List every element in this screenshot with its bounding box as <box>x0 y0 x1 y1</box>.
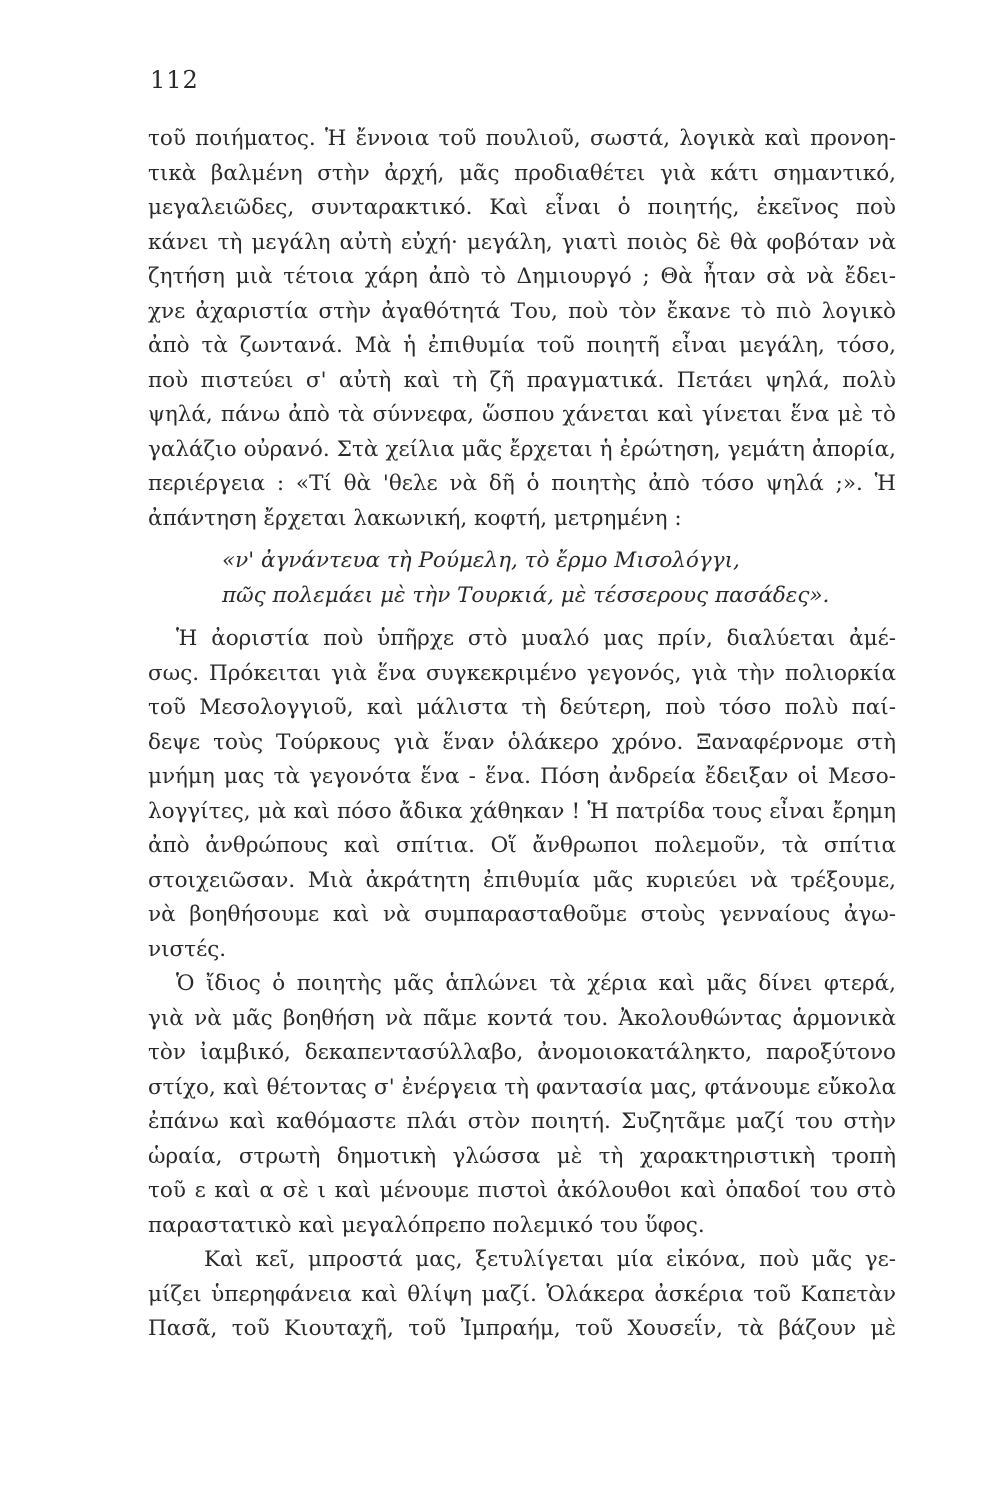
text-line: μεγαλειῶδες, συνταρακτικό. Καὶ εἶναι ὁ ποιητής, ἐκεῖνος ποὺ <box>148 195 896 220</box>
text-line: νιστές. <box>148 936 227 962</box>
text-line: ἀπὸ τὰ ζωντανά. Μὰ ἡ ἐπιθυμία τοῦ ποιητῆ εἶναι μεγάλη, τόσο, <box>148 333 896 358</box>
text-line: λογγίτες, μὰ καὶ πόσο ἄδικα χάθηκαν ! Ἡ πατρίδα τους εἶναι ἔρημη <box>148 798 896 824</box>
body-text <box>148 122 896 1347</box>
text-line: μίζει ὑπερηφάνεια καὶ θλίψη μαζί. Ὁλάκερα ἀσκέρια τοῦ Καπετὰν <box>148 1281 896 1307</box>
text-line: τὸν ἰαμβικό, δεκαπεντασύλλαβο, ἀνομοιοκατάληκτο, παροξύτονο <box>148 1040 896 1065</box>
page-number: 112 <box>150 66 199 94</box>
poem-line: πῶς πολεμάει μὲ τὴν Τουρκιά, μὲ τέσσερους πασάδες». <box>222 582 830 608</box>
text-line: ἐπάνω καὶ καθόμαστε πλάι στὸν ποιητή. Συζητᾶμε μαζί του στὴν <box>148 1109 896 1134</box>
text-line: τικὰ βαλμένη στὴν ἀρχή, μᾶς προδιαθέτει γιὰ κάτι σημαντικό, <box>148 160 896 186</box>
text-line: ψηλά, πάνω ἀπὸ τὰ σύννεφα, ὥσπου χάνεται καὶ γίνεται ἕνα μὲ τὸ <box>148 402 896 427</box>
paragraph <box>148 122 896 536</box>
text-line: Πασᾶ, τοῦ Κιουταχῆ, τοῦ Ἰμπραήμ, τοῦ Χουσεΐν, τὰ βάζουν μὲ <box>148 1316 896 1341</box>
text-line: στοιχειῶσαν. Μιὰ ἀκράτητη ἐπιθυμία μᾶς κυριεύει νὰ τρέξουμε, <box>148 867 896 893</box>
text-line: στίχο, καὶ θέτοντας σ' ἐνέργεια τὴ φαντασία μας, φτάνουμε εὔκολα <box>148 1074 896 1100</box>
text-line: κάνει τὴ μεγάλη αὐτὴ εὐχή· μεγάλη, γιατὶ ποιὸς δὲ θὰ φοβόταν νὰ <box>148 229 896 255</box>
paragraph <box>148 622 896 967</box>
poem-quote <box>148 544 896 613</box>
text-line: ἀπὸ ἀνθρώπους καὶ σπίτια. Οἵ ἄνθρωποι πολεμοῦν, τὰ σπίτια <box>148 833 896 858</box>
text-line: Καὶ κεῖ, μπροστά μας, ξετυλίγεται μία εἰκόνα, ποὺ μᾶς γε- <box>204 1247 896 1272</box>
text-line: ἀπάντηση ἔρχεται λακωνική, κοφτή, μετρημένη : <box>148 505 682 531</box>
paragraph <box>148 1243 896 1347</box>
text-line: γιὰ νὰ μᾶς βοηθήση νὰ πᾶμε κοντά του. Ἀκολουθώντας ἁρμονικὰ <box>148 1005 896 1031</box>
text-line: γαλάζιο οὐρανό. Στὰ χείλια μᾶς ἔρχεται ἡ ἐρώτηση, γεμάτη ἀπορία, <box>148 436 896 462</box>
text-line: ζητήση μιὰ τέτοια χάρη ἀπὸ τὸ Δημιουργό ; Θὰ ἦταν σὰ νὰ ἔδει- <box>148 264 896 289</box>
text-line: τοῦ ε καὶ α σὲ ι καὶ μένουμε πιστοὶ ἀκόλουθοι καὶ ὀπαδοί του στὸ <box>148 1178 896 1203</box>
text-line: περιέργεια : «Τί θὰ 'θελε νὰ δῆ ὁ ποιητὴς ἀπὸ τόσο ψηλά ;». Ἡ <box>148 471 896 496</box>
text-line: νὰ βοηθήσουμε καὶ νὰ συμπαρασταθοῦμε στοὺς γενναίους ἀγω- <box>148 902 896 927</box>
text-line: τοῦ Μεσολογγιοῦ, καὶ μάλιστα τὴ δεύτερη, ποὺ τόσο πολὺ παί- <box>148 695 896 720</box>
text-line: σως. Πρόκειται γιὰ ἕνα συγκεκριμένο γεγονός, γιὰ τὴν πολιορκία <box>148 660 896 686</box>
text-line: παραστατικὸ καὶ μεγαλόπρεπο πολεμικό του ὕφος. <box>148 1212 705 1238</box>
text-line: δεψε τοὺς Τούρκους γιὰ ἕναν ὁλάκερο χρόνο. Ξαναφέρνομε στὴ <box>148 729 896 755</box>
text-line: Ὁ ἴδιος ὁ ποιητὴς μᾶς ἁπλώνει τὰ χέρια καὶ μᾶς δίνει φτερά, <box>176 971 896 996</box>
text-line: τοῦ ποιήματος. Ἡ ἔννοια τοῦ πουλιοῦ, σωστά, λογικὰ καὶ προνοη- <box>148 126 896 151</box>
text-line: χνε ἀχαριστία στὴν ἀγαθότητά Του, ποὺ τὸν ἔκανε τὸ πιὸ λογικὸ <box>148 298 896 324</box>
paragraph <box>148 967 896 1243</box>
text-line: ποὺ πιστεύει σ' αὐτὴ καὶ τὴ ζῆ πραγματικά. Πετάει ψηλά, πολὺ <box>148 367 896 393</box>
text-line: ὡραία, στρωτὴ δημοτικὴ γλώσσα μὲ τὴ χαρακτηριστικὴ τροπὴ <box>148 1143 896 1169</box>
text-line: μνήμη μας τὰ γεγονότα ἕνα - ἕνα. Πόση ἀνδρεία ἔδειξαν οἱ Μεσο- <box>148 764 896 789</box>
text-line: Ἡ ἀοριστία ποὺ ὑπῆρχε στὸ μυαλό μας πρίν, διαλύεται ἀμέ- <box>176 626 896 651</box>
poem-line: «ν' ἀγνάντευα τὴ Ρούμελη, τὸ ἔρμο Μισολόγγι, <box>222 548 740 573</box>
